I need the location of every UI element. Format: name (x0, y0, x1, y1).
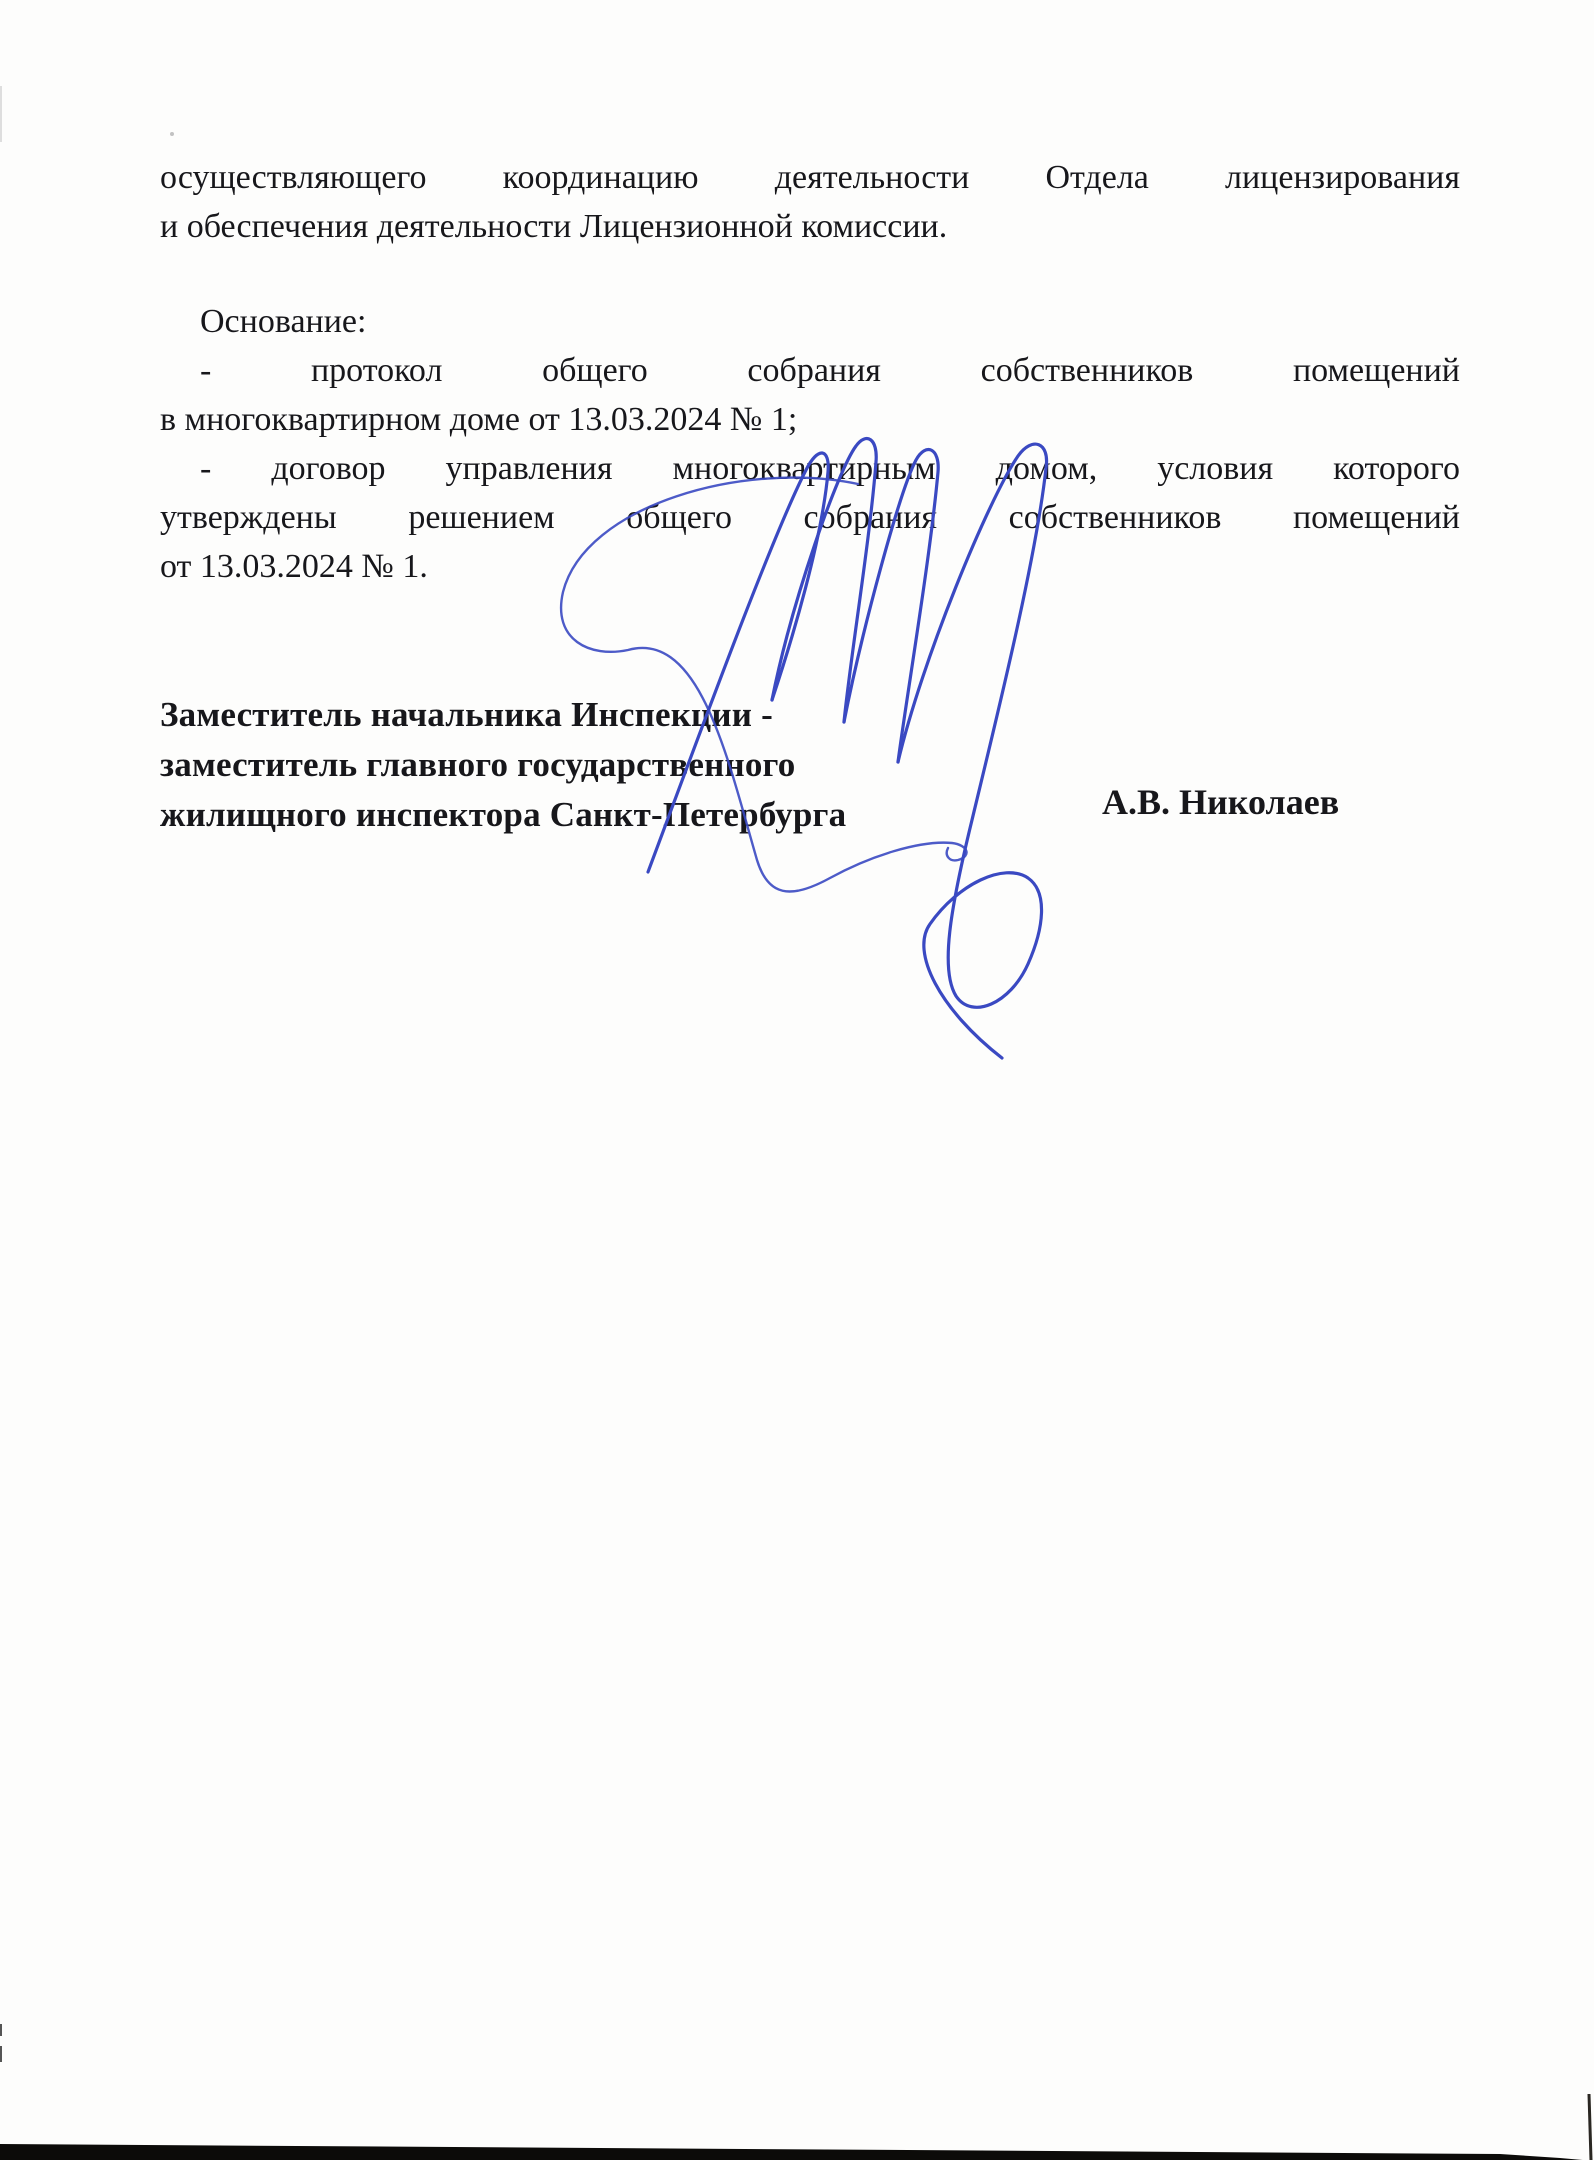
scan-right-edge-line (1589, 2094, 1591, 2160)
scan-left-edge-faint-streak (0, 86, 2, 142)
signature-position-block (160, 690, 940, 840)
document-body-text (160, 153, 1460, 591)
position-title-line-1: Заместитель начальника Инспекции - (160, 695, 773, 734)
basis-item1-line-1: - протокол общего собрания собственников помещений (200, 352, 1460, 389)
basis-item2-line-1: - договор управления многоквартирным домом, условия которого (200, 450, 1460, 487)
scan-left-edge-speck (0, 2024, 2, 2036)
basis-item2-line-3: от 13.03.2024 № 1. (160, 548, 428, 585)
position-title-line-3: жилищного инспектора Санкт-Петербурга (160, 795, 847, 834)
scan-bottom-black-bar (0, 2144, 1594, 2160)
position-title-line-2: заместитель главного государственного (160, 745, 796, 784)
signer-name: А.В. Николаев (1102, 782, 1340, 822)
paragraph-continuation-line-1: осуществляющего координацию деятельности Отдела лицензирования (160, 159, 1460, 196)
scan-left-edge-speck (0, 2046, 2, 2062)
paragraph-continuation-line-2: и обеспечения деятельности Лицензионной комиссии. (160, 208, 948, 245)
scan-dust-dot (170, 132, 174, 136)
basis-item2-line-2: утверждены решением общего собрания собственников помещений (160, 499, 1460, 536)
basis-heading: Основание: (200, 303, 367, 340)
basis-item1-line-2: в многоквартирном доме от 13.03.2024 № 1; (160, 401, 798, 438)
